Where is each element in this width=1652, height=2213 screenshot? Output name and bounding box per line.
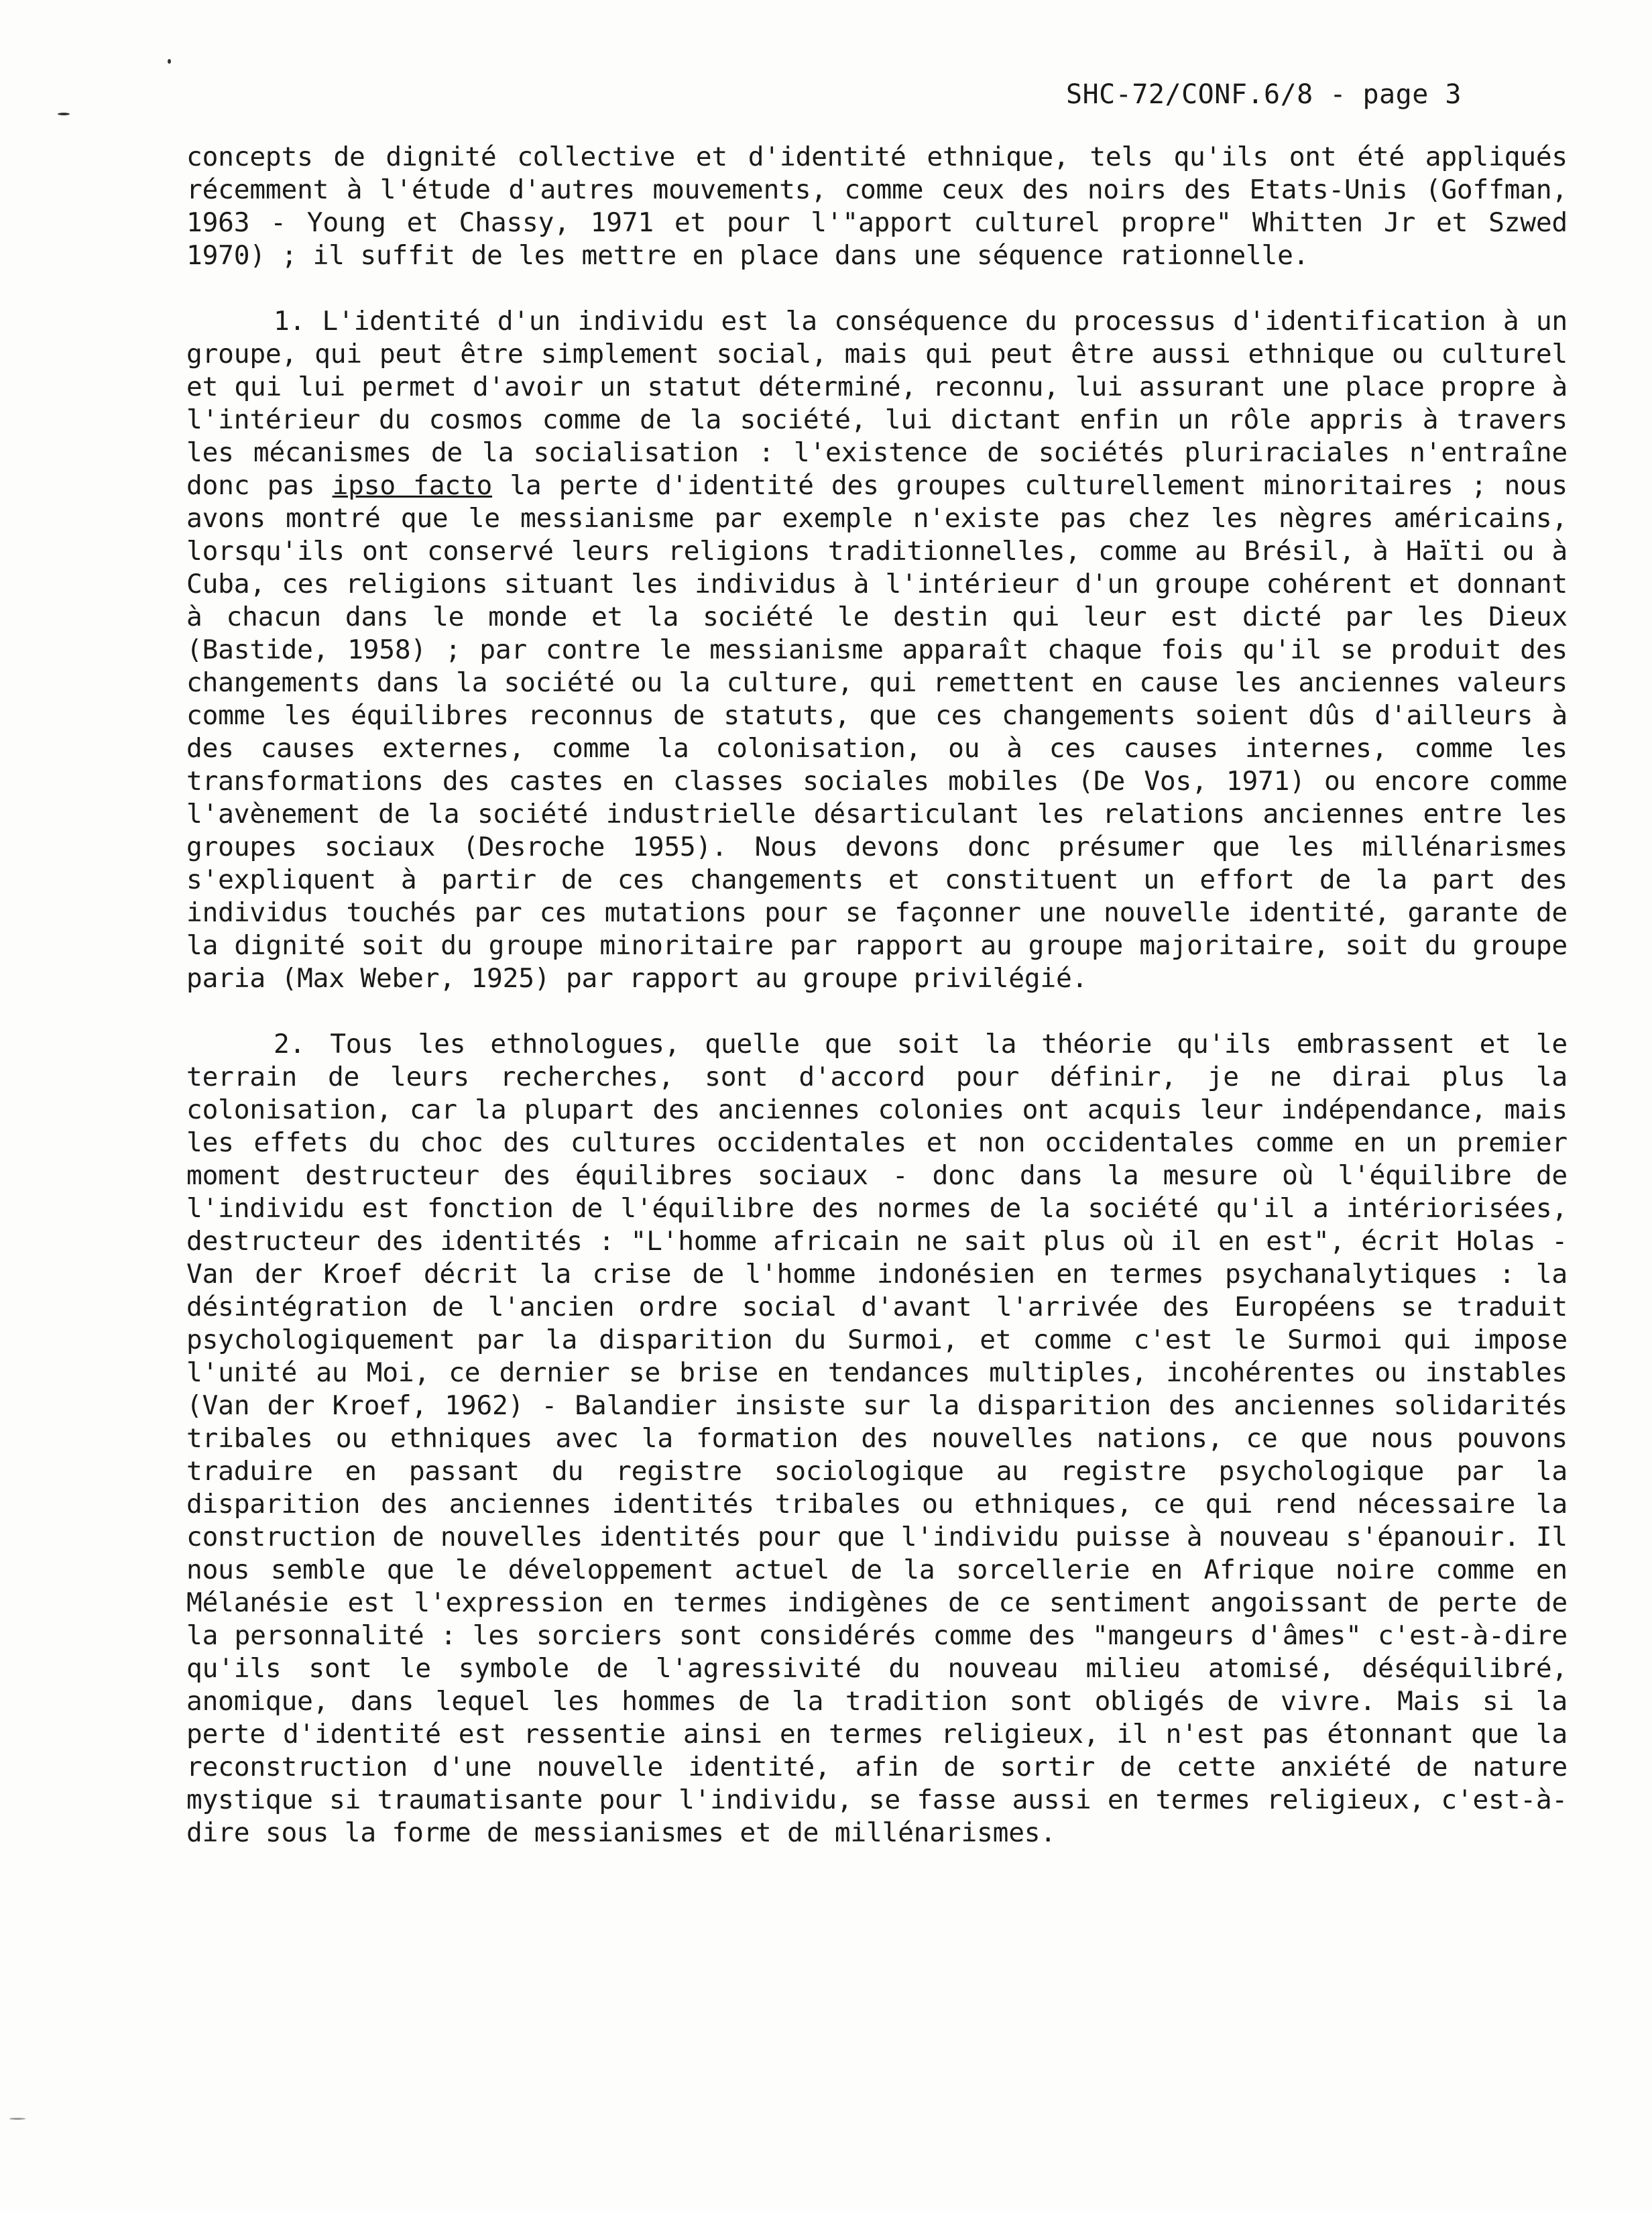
document-reference-header: SHC-72/CONF.6/8 - page 3 bbox=[1066, 79, 1462, 110]
latin-emphasis: ipso facto bbox=[332, 470, 493, 501]
scan-speck bbox=[9, 2118, 25, 2120]
document-body bbox=[186, 141, 1568, 1850]
paragraph-2 bbox=[186, 1028, 1568, 1850]
paragraph-2-text: 2. Tous les ethnologues, quelle que soit la théorie qu'ils embrassent et le terrain de leurs recherches, sont d'accord pour définir, je ne dirai plus la colonisation, car la plupart des anciennes colonies ont acquis leur indépendance, mais les effets du choc des cultures occidentales et non occidentales comme en un premier moment destructeur des équilibres sociaux - donc dans la mesure où l'équilibre de l'individu est fonction de l'équilibre des normes de la société qu'il a intériorisées, destructeur des identités : "L'homme africain ne sait plus où il en est", écrit Holas - Van der Kroef décrit la crise de l'homme indonésien en termes psychanalytiques : la désintégration de l'ancien ordre social d'avant l'arrivée des Européens se traduit psychologiquement par la disparition du Surmoi, et comme c'est le Surmoi qui impose l'unité au Moi, ce dernier se brise en tendances multiples, incohérentes ou instables (Van der Kroef, 1962) - Balandier insiste sur la disparition des anciennes solidarités tribales ou ethniques avec la formation des nouvelles nations, ce que nous pouvons traduire en passant du registre sociologique au registre psychologique par la disparition des anciennes identités tribales ou ethniques, ce qui rend nécessaire la construction de nouvelles identités pour que l'individu puisse à nouveau s'épanouir. Il nous semble que le développement actuel de la sorcellerie en Afrique noire comme en Mélanésie est l'expression en termes indigènes de ce sentiment angoissant de perte de la personnalité : les sorciers sont considérés comme des "mangeurs d'âmes" c'est-à-dire qu'ils sont le symbole de l'agressivité du nouveau milieu atomisé, déséquilibré, anomique, dans lequel les hommes de la tradition sont obligés de vivre. Mais si la perte d'identité est ressentie ainsi en termes religieux, il n'est pas étonnant que la reconstruction d'une nouvelle identité, afin de sortir de cette anxiété de nature mystique si traumatisante pour l'individu, se fasse aussi en termes religieux, c'est-à-dire sous la forme de messianismes et de millénarismes. bbox=[186, 1029, 1568, 1848]
paragraph-continuation: concepts de dignité collective et d'identité ethnique, tels qu'ils ont été appliqués récemment à l'étude d'autres mouvements, comme ceux des noirs des Etats-Unis (Goffman, 1963 - Young et Chassy, 1971 et pour l'"apport culturel propre" Whitten Jr et Szwed 1970) ; il suffit de les mettre en place dans une séquence rationnelle. bbox=[186, 141, 1568, 271]
scan-speck bbox=[168, 59, 171, 64]
paragraph-1-text-end: la perte d'identité des groupes culturellement minoritaires ; nous avons montré que le messianisme par exemple n'existe pas chez les nègres américains, lorsqu'ils ont conservé leurs religions traditionnelles, comme au Brésil, à Haïti ou à Cuba, ces religions situant les individus à l'intérieur d'un groupe cohérent et donnant à chacun dans le monde et la société le destin qui leur est dicté par les Dieux (Bastide, 1958) ; par contre le messianisme apparaît chaque fois qu'il se produit des changements dans la société ou la culture, qui remettent en cause les anciennes valeurs comme les équilibres reconnus de statuts, que ces changements soient dûs d'ailleurs à des causes externes, comme la colonisation, ou à ces causes internes, comme les transformations des castes en classes sociales mobiles (De Vos, 1971) ou encore comme l'avènement de la société industrielle désarticulant les relations anciennes entre les groupes sociaux (Desroche 1955). Nous devons donc présumer que les millénarismes s'expliquent à partir de ces changements et constituent un effort de la part des individus touchés par ces mutations pour se façonner une nouvelle identité, garante de la dignité soit du groupe minoritaire par rapport au groupe majoritaire, soit du groupe paria (Max Weber, 1925) par rapport au groupe privilégié. bbox=[186, 470, 1568, 994]
scan-speck bbox=[58, 113, 70, 115]
paragraph-1 bbox=[186, 305, 1568, 995]
paragraph-1-text-start: 1. L'identité d'un individu est la conséquence du processus d'identification à un groupe, qui peut être simplement social, mais qui peut être aussi ethnique ou culturel et qui lui permet d'avoir un statut déterminé, reconnu, lui assurant une place propre à l'intérieur du cosmos comme de la société, lui dictant enfin un rôle appris à travers les mécanismes de la socialisation : l'existence de sociétés pluriraciales n'entraîne donc pas bbox=[186, 306, 1568, 501]
